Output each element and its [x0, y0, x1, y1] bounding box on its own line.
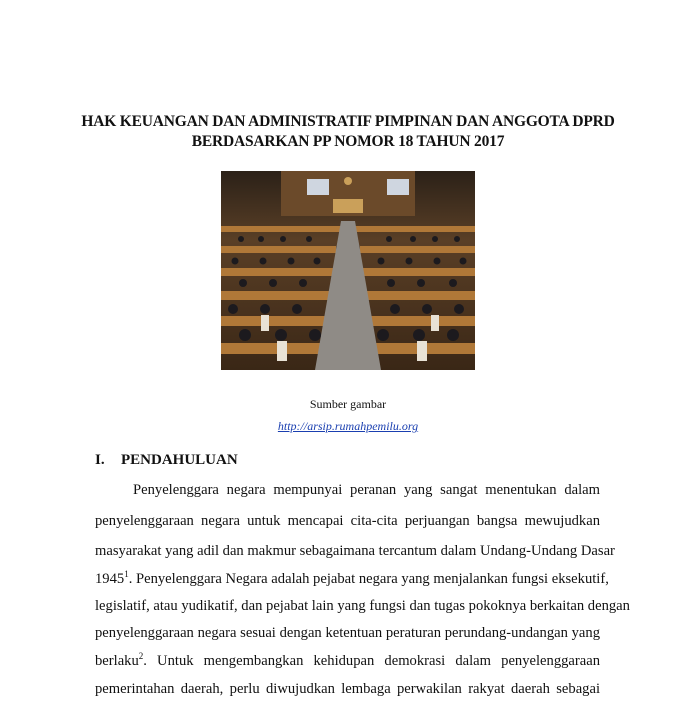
section-number: I. — [95, 452, 105, 468]
paragraph-line-4 — [95, 569, 609, 588]
document-title-line1: HAK KEUANGAN DAN ADMINISTRATIF PIMPINAN DAN ANGGOTA DPRD — [81, 113, 615, 130]
paragraph-line-1: Penyelenggara negara mempunyai peranan yang sangat menentukan dalam — [133, 482, 600, 498]
line7-start: berlaku — [95, 653, 139, 669]
image-source-label: Sumber gambar — [309, 397, 387, 411]
paragraph-line-8: pemerintahan daerah, perlu diwujudkan lembaga perwakilan rakyat daerah sebagai — [95, 681, 600, 697]
document-title-line2: BERDASARKAN PP NOMOR 18 TAHUN 2017 — [191, 133, 505, 150]
footnote-ref-1[interactable]: 1 — [124, 569, 129, 580]
section-heading — [95, 452, 238, 469]
paragraph-line-6: penyelenggaraan negara sesuai dengan ketentuan peraturan perundang-undangan yang — [95, 625, 600, 641]
paragraph-line-2: penyelenggaraan negara untuk mencapai cita-cita perjuangan bangsa mewujudkan — [95, 513, 600, 529]
line7-rest: . Untuk mengembangkan kehidupan demokrasi dalam penyelenggaraan — [143, 653, 600, 669]
section-title: PENDAHULUAN — [121, 452, 238, 468]
line4-rest: . Penyelenggara Negara adalah pejabat negara yang menjalankan fungsi eksekutif, — [128, 571, 609, 587]
paragraph-line-7 — [95, 653, 600, 670]
footnote-ref-2[interactable]: 2 — [138, 651, 144, 662]
paragraph-line-3: masyarakat yang adil dan makmur sebagaimana tercantum dalam Undang-Undang Dasar — [95, 543, 615, 559]
paragraph-line-5: legislatif, atau yudikatif, dan pejabat lain yang fungsi dan tugas pokoknya berkaitan dengan — [95, 598, 630, 614]
parliament-photo — [221, 171, 475, 370]
image-source-link[interactable]: http://arsip.rumahpemilu.org — [277, 419, 419, 433]
line4-start: 1945 — [95, 571, 125, 587]
